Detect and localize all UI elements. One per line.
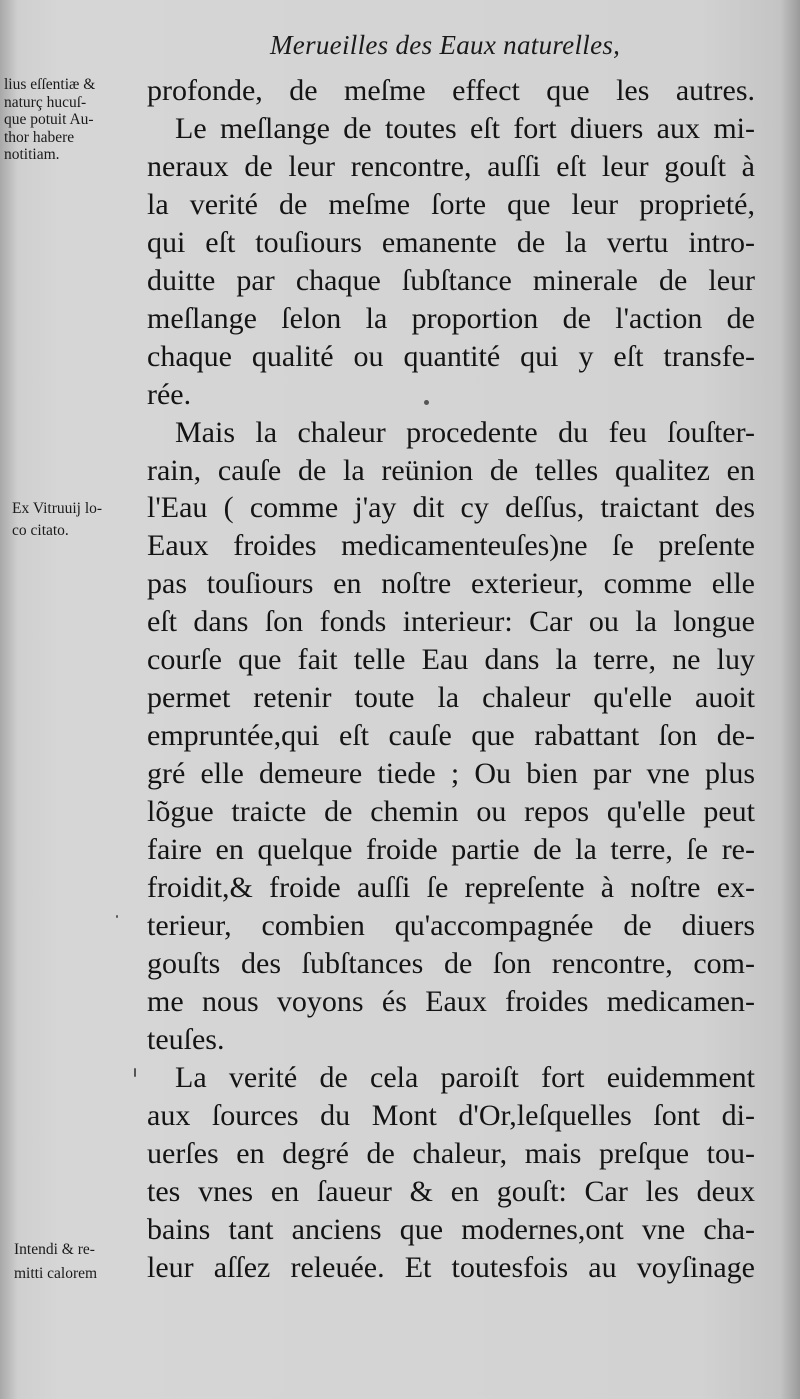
text-line: terieur, combien qu'accompagnée de diuers (147, 908, 755, 942)
text-line: me nous voyons és Eaux froides medicamen- (147, 984, 755, 1018)
text-line: uerſes en degré de chaleur, mais preſque tou- (147, 1136, 755, 1170)
text-line: teuſes. (147, 1022, 225, 1056)
text-line: pas touſiours en noſtre exterieur, comme elle (147, 567, 755, 601)
text-line: courſe que fait telle Eau dans la terre, ne luy (147, 643, 755, 677)
paper-speck (134, 1068, 136, 1077)
text-line: eſt dans ſon fonds interieur: Car ou la longue (147, 605, 755, 639)
text-line: chaque qualité ou quantité qui y eſt transfe- (147, 339, 755, 373)
paper-speck (424, 400, 429, 405)
margin-note-line: Intendi & re- (14, 1241, 95, 1258)
text-line: l'Eau ( comme j'ay dit cy deſſus, traictant des (147, 491, 755, 525)
margin-note-2 (12, 498, 160, 542)
text-line: empruntée,qui eſt cauſe que rabattant ſon de- (147, 719, 755, 753)
margin-note-line: notitiam. (4, 146, 60, 163)
text-line: faire en quelque froide partie de la terre, ſe re- (147, 833, 755, 867)
margin-note-line: naturç hucuſ- (4, 93, 87, 111)
text-line: gouſts des ſubſtances de ſon rencontre, com- (147, 946, 755, 980)
text-line: Le meſlange de toutes eſt fort diuers aux mi- (175, 111, 755, 145)
margin-note-line: que potuit Au- (4, 111, 94, 128)
text-line: La verité de cela paroiſt fort euidemment (175, 1060, 755, 1094)
margin-note-line: Ex Vitruuij lo- (12, 500, 103, 517)
text-line: leur aſſez releuée. Et toutesfois au voyſinage (147, 1250, 755, 1284)
text-line: la verité de meſme ſorte que leur proprieté, (147, 187, 755, 221)
margin-note-line: mitti calorem (14, 1265, 98, 1282)
text-line: Mais la chaleur procedente du feu ſouſter- (175, 415, 755, 449)
text-line: gré elle demeure tiede ; Ou bien par vne plus (147, 757, 755, 791)
text-line: qui eſt touſiours emanente de la vertu intro- (147, 225, 755, 259)
text-line: profonde, de meſme effect que les autres. (147, 74, 755, 107)
body-text (147, 72, 755, 1287)
text-line: Eaux froides medicamenteuſes)ne ſe preſente (147, 529, 755, 563)
margin-note-line: co citato. (12, 522, 69, 539)
margin-note-1 (4, 76, 152, 164)
margin-note-line: lius eſſentiæ & (4, 76, 96, 93)
paper-speck (116, 915, 118, 918)
text-line: duitte par chaque ſubſtance minerale de leur (147, 263, 755, 297)
text-line: permet retenir toute la chaleur qu'elle auoit (147, 681, 755, 715)
margin-note-line: thor habere (4, 128, 75, 146)
text-line: rain, cauſe de la reünion de telles qualitez en (147, 453, 755, 487)
text-line: neraux de leur rencontre, auſſi eſt leur gouſt à (147, 149, 755, 183)
text-line: rée. (147, 377, 192, 411)
text-line: meſlange ſelon la proportion de l'action de (147, 301, 755, 335)
text-line: bains tant anciens que modernes,ont vne cha- (147, 1212, 755, 1246)
margin-note-3 (14, 1238, 162, 1286)
text-line: froidit,& froide auſſi ſe repreſente à noſtre ex- (147, 871, 755, 905)
running-head: Merueilles des Eaux naturelles, (270, 30, 621, 60)
text-line: aux ſources du Mont d'Or,leſquelles ſont di- (147, 1098, 755, 1132)
text-line: tes vnes en ſaueur & en gouſt: Car les deux (147, 1174, 755, 1208)
text-line: lõgue traicte de chemin ou repos qu'elle peut (147, 795, 755, 829)
